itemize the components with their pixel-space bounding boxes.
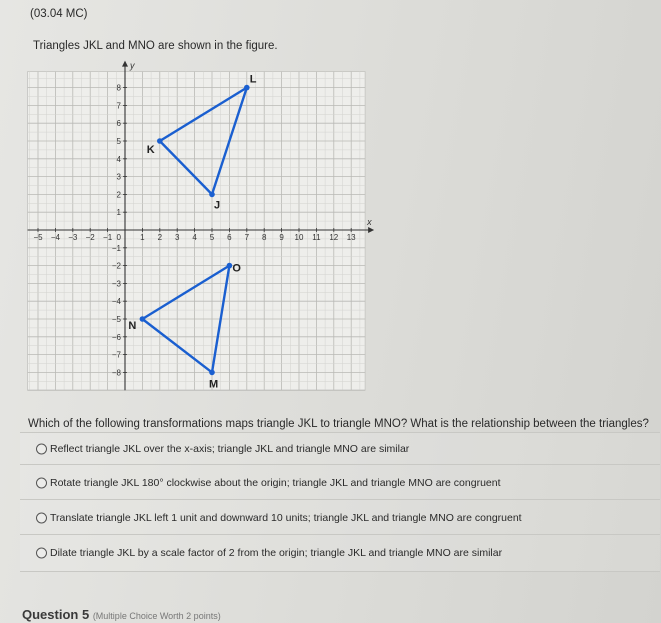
x-axis-arrow: [368, 227, 374, 233]
x-tick-label: 11: [312, 233, 321, 242]
next-question-heading: [22, 607, 221, 622]
x-tick-label: −5: [33, 233, 43, 242]
answer-option-dilate[interactable]: [20, 534, 660, 572]
x-tick-label: −1: [103, 233, 113, 242]
option-label: Dilate triangle JKL by a scale factor of 2 from the origin; triangle JKL and triangle MNO are similar: [50, 547, 503, 559]
vertex-point-l: [244, 85, 250, 91]
x-tick-label: −2: [85, 233, 95, 242]
x-tick-label: 12: [329, 233, 339, 242]
x-tick-label: −4: [50, 233, 60, 242]
x-tick-label: 9: [279, 233, 284, 242]
origin-label: 0: [116, 233, 121, 242]
x-tick-label: 7: [244, 233, 250, 242]
vertex-point-n: [140, 316, 146, 322]
x-tick-label: 4: [192, 233, 197, 242]
x-tick-label: 2: [157, 233, 163, 242]
vertex-label-m: M: [209, 378, 219, 391]
y-tick-label: −2: [111, 261, 121, 271]
y-tick-label: −3: [111, 279, 121, 289]
x-tick-label: 6: [227, 233, 232, 242]
y-tick-label: −7: [111, 350, 121, 360]
vertex-label-l: L: [249, 73, 257, 86]
y-tick-label: 1: [116, 208, 121, 218]
radio-button[interactable]: [36, 512, 47, 523]
vertex-label-j: J: [214, 199, 221, 212]
question-number: Question 5: [22, 607, 90, 622]
vertex-label-n: N: [128, 320, 137, 332]
answer-option-reflect[interactable]: [20, 432, 660, 465]
x-tick-label: 13: [346, 233, 356, 242]
y-tick-label: 5: [116, 137, 121, 146]
y-tick-label: 4: [116, 154, 121, 164]
y-tick-label: −5: [111, 315, 121, 324]
y-tick-label: 3: [116, 172, 121, 182]
vertex-label-k: K: [146, 144, 155, 156]
y-tick-label: −8: [111, 368, 121, 378]
y-tick-label: −4: [111, 297, 121, 307]
vertex-label-o: O: [232, 262, 241, 275]
radio-button[interactable]: [36, 477, 47, 488]
answer-option-translate[interactable]: [20, 499, 660, 535]
question-code: (03.04 MC): [30, 8, 88, 20]
radio-button[interactable]: [36, 548, 47, 559]
option-label: Rotate triangle JKL 180° clockwise about the origin; triangle JKL and triangle MNO are congruent: [50, 476, 501, 489]
x-tick-label: 3: [174, 233, 180, 242]
vertex-point-m: [209, 370, 215, 376]
vertex-point-j: [209, 192, 215, 198]
answer-option-rotate[interactable]: [20, 464, 660, 500]
y-tick-label: −6: [111, 332, 121, 342]
y-tick-label: 2: [116, 190, 121, 200]
y-axis-arrow: [122, 61, 128, 67]
vertex-point-o: [227, 263, 233, 269]
option-label: Translate triangle JKL left 1 unit and downward 10 units; triangle JKL and triangle MNO are congruent: [50, 511, 522, 524]
vertex-point-k: [157, 138, 163, 144]
y-tick-label: 8: [116, 83, 121, 93]
x-tick-label: −3: [68, 233, 78, 242]
x-tick-label: 5: [209, 233, 215, 242]
question-type: (Multiple Choice Worth 2 points): [92, 611, 221, 621]
y-tick-label: 7: [116, 101, 121, 111]
question-prompt: Which of the following transformations maps triangle JKL to triangle MNO? What is the relationship between the triangles?: [28, 418, 649, 430]
x-axis-label: x: [367, 217, 372, 227]
y-tick-label: −1: [111, 243, 121, 253]
question-stem: Triangles JKL and MNO are shown in the figure.: [33, 40, 278, 52]
radio-button[interactable]: [36, 444, 47, 455]
y-axis-label: y: [130, 60, 135, 71]
x-tick-label: 1: [140, 233, 145, 242]
option-label: Reflect triangle JKL over the x-axis; triangle JKL and triangle MNO are similar: [50, 443, 410, 455]
x-tick-label: 8: [261, 233, 267, 242]
x-tick-label: 10: [294, 233, 304, 242]
y-tick-label: 6: [116, 119, 121, 129]
